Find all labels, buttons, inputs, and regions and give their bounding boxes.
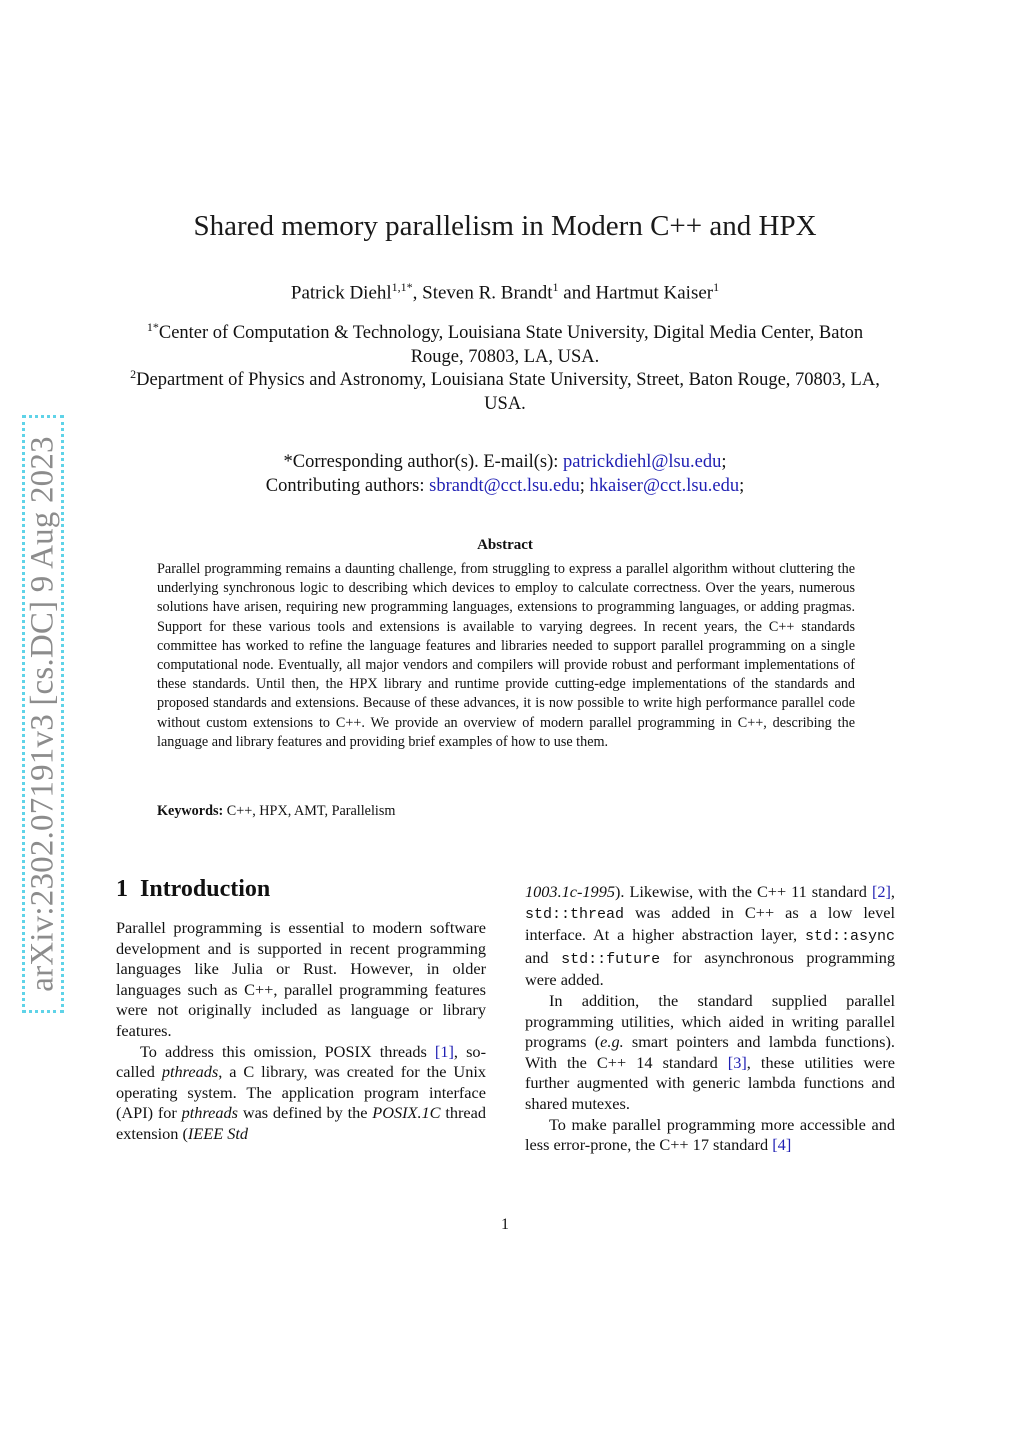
text-run: thread extension ( bbox=[116, 1103, 487, 1143]
keywords bbox=[157, 803, 855, 820]
citation-link[interactable]: [2] bbox=[871, 882, 891, 901]
paragraph: Parallel programming is essential to modern software development and is supported in recent programming languages like Julia or Rust. However, in older languages such as C++, parallel programming features were not originally included as language or library features. bbox=[116, 918, 486, 1040]
author-name: Steven R. Brandt bbox=[422, 282, 553, 304]
author-separator: and bbox=[558, 282, 596, 304]
author-name: Patrick Diehl bbox=[290, 282, 392, 304]
contributing-authors-line bbox=[0, 474, 1010, 498]
paragraph bbox=[116, 1042, 486, 1145]
citation-link[interactable]: [1] bbox=[434, 1041, 454, 1061]
author-separator: , bbox=[412, 282, 423, 304]
affiliation bbox=[120, 362, 890, 416]
author-affil-mark: 1,1* bbox=[391, 280, 413, 294]
affiliation-text: Center of Computation & Technology, Louisiana State University, Digital Media Center, Baton Rouge, 70803, LA, USA. bbox=[158, 323, 864, 368]
text-run: ). Likewise, with the C++ 11 standard bbox=[614, 882, 872, 901]
paragraph bbox=[525, 882, 895, 991]
section-title: Introduction bbox=[140, 876, 271, 902]
author-name: Hartmut Kaiser bbox=[595, 282, 714, 304]
email-link[interactable]: patrickdiehl@lsu.edu bbox=[563, 452, 722, 472]
code-term: std::thread bbox=[525, 905, 625, 923]
left-column bbox=[116, 918, 486, 1145]
text-run: smart pointers and lambda functions). With the C++ 14 standard bbox=[525, 1032, 895, 1072]
contact-info bbox=[0, 450, 1010, 498]
corresponding-label: *Corresponding author(s). E-mail(s): bbox=[283, 452, 564, 472]
italic-term: POSIX.1C bbox=[372, 1103, 441, 1123]
italic-term: e.g. bbox=[600, 1032, 624, 1052]
italic-term: pthreads bbox=[161, 1062, 219, 1082]
corresponding-author-line bbox=[0, 450, 1010, 474]
arxiv-side-stamp bbox=[22, 415, 64, 1013]
author-list bbox=[0, 280, 1010, 304]
keywords-label: Keywords: bbox=[157, 803, 224, 819]
section-heading bbox=[116, 876, 270, 903]
section-number: 1 bbox=[116, 876, 128, 902]
affiliation-text: Department of Physics and Astronomy, Louisiana State University, Street, Baton Rouge, 70803, LA, USA. bbox=[136, 370, 880, 415]
text-run: , a C library, was created for the Unix operating system. The application program interface (API) for bbox=[116, 1062, 486, 1123]
paper-title: Shared memory parallelism in Modern C++ and HPX bbox=[193, 210, 817, 242]
code-term: std::future bbox=[561, 950, 661, 968]
text-run: To make parallel programming more accessible and less error-prone, the C++ 17 standard bbox=[525, 1114, 895, 1155]
contributing-label: Contributing authors: bbox=[265, 476, 430, 496]
paragraph bbox=[525, 991, 895, 1115]
italic-term: pthreads bbox=[181, 1103, 239, 1123]
text-run: , so-called bbox=[116, 1041, 486, 1082]
punctuation: ; bbox=[721, 452, 727, 472]
text-run: In addition, the standard supplied parallel programming utilities, which aided in writing parallel programs ( bbox=[525, 990, 895, 1052]
text-run: was added in C++ as a low level interface. At a higher abstraction layer, bbox=[525, 902, 895, 945]
citation-link[interactable]: [4] bbox=[772, 1135, 792, 1155]
abstract-text: Parallel programming remains a daunting challenge, from struggling to express a parallel algorithm without cluttering the underlying synchronous logic to describing which devices to employ to calculate correctness. Over the years, numerous solutions have arisen, requiring new programming languages, extensions to programming languages, or adding pragmas. Support for these various tools and extensions is available to varying degrees. In recent years, the C++ standards committee has worked to refine the language features and libraries needed to support parallel programming on a single computational node. Eventually, all major vendors and compilers will provide robust and performant implementations of these standards. Until then, the HPX library and runtime provide cutting-edge implementations of the standards and proposed standards and extensions. Because of these advances, it is now possible to write high performance parallel code without custom extensions to C++. We provide an overview of modern parallel programming in C++, describing the language and library features and providing brief examples of how to use them. bbox=[157, 561, 855, 750]
paragraph bbox=[525, 1115, 895, 1156]
code-term: std::async bbox=[804, 928, 895, 946]
citation-link[interactable]: [3] bbox=[727, 1052, 747, 1072]
author-affil-mark: 1 bbox=[713, 280, 720, 294]
text-run: was defined by the bbox=[238, 1103, 373, 1123]
email-link[interactable]: sbrandt@cct.lsu.edu bbox=[429, 476, 580, 496]
right-column bbox=[525, 882, 895, 1156]
italic-term: 1003.1c-1995 bbox=[525, 882, 615, 901]
text-run: for asynchronous programming were added. bbox=[525, 947, 895, 990]
email-link[interactable]: hkaiser@cct.lsu.edu bbox=[589, 476, 740, 496]
arxiv-identifier: arXiv:2302.07191v3 [cs.DC] 9 Aug 2023 bbox=[24, 436, 61, 992]
author-affil-mark: 1 bbox=[552, 280, 559, 294]
italic-term: IEEE Std bbox=[187, 1123, 249, 1143]
punctuation: ; bbox=[579, 476, 590, 496]
text-run: To address this omission, POSIX threads bbox=[140, 1041, 435, 1061]
page-number: 1 bbox=[501, 1216, 509, 1233]
affiliation-mark: 1* bbox=[146, 320, 159, 334]
keywords-list: C++, HPX, AMT, Parallelism bbox=[223, 803, 396, 819]
text-run: , bbox=[890, 882, 895, 901]
abstract-heading: Abstract bbox=[477, 537, 533, 553]
punctuation: ; bbox=[739, 476, 745, 496]
text-run: , these utilities were further augmented with generic lambda functions and shared mutexes. bbox=[525, 1052, 895, 1113]
text-run: and bbox=[525, 947, 562, 967]
affiliation-mark: 2 bbox=[130, 367, 137, 381]
